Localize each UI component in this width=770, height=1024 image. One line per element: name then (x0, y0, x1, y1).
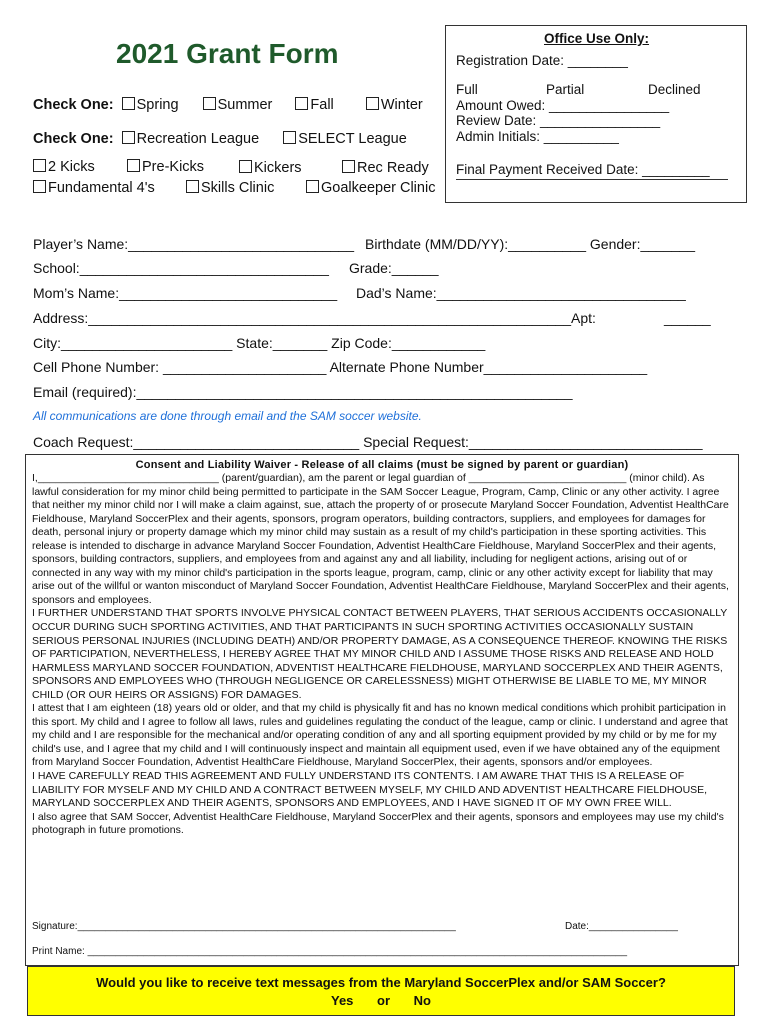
text-message-answers (28, 993, 734, 1008)
program-option-fundamental-4s[interactable]: Fundamental 4's (33, 180, 155, 196)
program-option-2-kicks[interactable]: 2 Kicks (33, 159, 95, 175)
final-payment-date-field[interactable]: Final Payment Received Date: _________ (456, 162, 710, 177)
signature-date-field[interactable]: Date:________________ (565, 921, 678, 932)
amount-owed-field[interactable]: Amount Owed: ________________ (456, 98, 670, 113)
program-option-skills-clinic[interactable]: Skills Clinic (186, 180, 274, 196)
office-use-heading: Office Use Only: (544, 31, 650, 46)
checkbox-icon[interactable] (366, 97, 379, 110)
waiver-paragraph: I also agree that SAM Soccer, Adventist HealthCare Fieldhouse, Maryland SoccerPlex and their agents, sponsors and employees may use my child's photograph in future promotions. (32, 810, 724, 837)
season-check-row (33, 97, 423, 113)
program-option-rec-ready[interactable]: Rec Ready (342, 160, 429, 176)
league-option-recreation[interactable]: Recreation League (122, 131, 260, 147)
office-full-label: Full (456, 82, 478, 97)
admin-initials-field[interactable]: Admin Initials: __________ (456, 129, 619, 144)
waiver-body (32, 472, 732, 838)
league-check-label: Check One: (33, 131, 114, 147)
print-name-field[interactable]: Print Name: _________________________________________________________________________________________________ (32, 946, 628, 957)
school-field[interactable]: School:________________________________ (33, 260, 329, 276)
signature-field[interactable]: Signature:____________________________________________________________________ (32, 921, 456, 932)
office-divider (456, 179, 728, 180)
review-date-field[interactable]: Review Date: ________________ (456, 113, 661, 128)
program-option-kickers[interactable]: Kickers (239, 160, 302, 176)
checkbox-icon[interactable] (33, 180, 46, 193)
checkbox-icon[interactable] (283, 131, 296, 144)
season-option-spring[interactable]: Spring (122, 97, 179, 113)
waiver-heading: Consent and Liability Waiver - Release of all claims (must be signed by parent or guardian) (135, 459, 629, 471)
program-option-pre-kicks[interactable]: Pre-Kicks (127, 159, 204, 175)
email-field[interactable]: Email (required):________________________________________________________ (33, 384, 573, 400)
season-check-label: Check One: (33, 97, 114, 113)
address-field[interactable]: Address:______________________________________________________________Apt: (33, 310, 596, 326)
mom-name-field[interactable]: Mom’s Name:____________________________ (33, 285, 338, 301)
checkbox-icon[interactable] (122, 97, 135, 110)
waiver-paragraph: I HAVE CAREFULLY READ THIS AGREEMENT AND FULLY UNDERSTAND ITS CONTENTS. I AM AWARE THAT THIS IS A RELEASE OF LIABILITY FOR MYSELF AND MY CHILD AND A CONTRACT BETWEEN MYSELF, MY CHILD AND ADVENTIST HEALTHCARE FIELDHOUSE, MARYLAND SOCCERPLEX AND THEIR AGENTS, SPONSORS AND EMPLOYEES, AND I HAVE SIGNED IT OF MY OWN FREE WILL. (32, 770, 708, 810)
office-use-box (445, 25, 747, 203)
liability-waiver-box (25, 454, 739, 966)
no-option[interactable]: No (413, 993, 431, 1008)
season-option-winter[interactable]: Winter (366, 97, 423, 113)
checkbox-icon[interactable] (186, 180, 199, 193)
dad-name-field[interactable]: Dad’s Name:________________________________ (356, 285, 686, 301)
checkbox-icon[interactable] (306, 180, 319, 193)
office-partial-label: Partial (546, 82, 585, 97)
checkbox-icon[interactable] (122, 131, 135, 144)
waiver-paragraph: I,_______________________________ (parent/guardian), am the parent or legal guardian of ___________________________ (minor child). As lawful consideration for my minor child being permitted to participate in the SAM Soccer League, Program, Camp, Clinic or any other activity. I agree that neither my minor child nor I will make a claim against, sue, attach the property of or prosecute Maryland Soccer Foundation, Adventist HealthCare Fieldhouse, Maryland SoccerPlex and their agents, sponsors, program operators, building contractors, suppliers, and employees for damages for death, personal injury or property damage which my minor child may sustain as a result of my child's participation in these sporting activities. This release is intended to discharge in advance Maryland Soccer Foundation, Adventist HealthCare Fieldhouse, Maryland SoccerPlex and their agents, sponsors, building contractors, suppliers, and employees from and against any and all liability, including for negligent actions, arising out of or connected in any way with my minor child's participation in the sports league, program, camp, clinic or any other activity except for liability that may arise out of the willful or wanton misconduct of Maryland Soccer Foundation, Adventist HealthCare Fieldhouse, Maryland SoccerPlex and their agents, sponsors and employees. (32, 472, 729, 606)
birthdate-gender-field[interactable]: Birthdate (MM/DD/YY):__________ Gender:_______ (365, 236, 695, 252)
checkbox-icon[interactable] (33, 159, 46, 172)
city-state-zip-field[interactable]: City:______________________ State:_______ Zip Code:____________ (33, 335, 486, 351)
registration-date-field[interactable]: Registration Date: ________ (456, 53, 628, 68)
season-option-summer[interactable]: Summer (203, 97, 273, 113)
phone-numbers-field[interactable]: Cell Phone Number: _____________________ Alternate Phone Number_____________________ (33, 359, 648, 375)
form-title: 2021 Grant Form (116, 38, 339, 69)
checkbox-icon[interactable] (342, 160, 355, 173)
checkbox-icon[interactable] (239, 160, 252, 173)
checkbox-icon[interactable] (203, 97, 216, 110)
office-declined-label: Declined (648, 82, 701, 97)
league-check-row (33, 131, 407, 147)
program-option-goalkeeper-clinic[interactable]: Goalkeeper Clinic (306, 180, 435, 196)
yes-option[interactable]: Yes (330, 993, 354, 1008)
season-option-fall[interactable]: Fall (295, 97, 333, 113)
communications-note: All communications are done through email and the SAM soccer website. (33, 409, 422, 423)
checkbox-icon[interactable] (295, 97, 308, 110)
apt-field[interactable]: ______ (664, 310, 711, 326)
grade-field[interactable]: Grade:______ (349, 260, 439, 276)
checkbox-icon[interactable] (127, 159, 140, 172)
waiver-paragraph: I FURTHER UNDERSTAND THAT SPORTS INVOLVE PHYSICAL CONTACT BETWEEN PLAYERS, THAT SERIOUS ACCIDENTS OCCASIONALLY OCCUR DURING SUCH SPORTING ACTIVITIES, AND THAT PARTICIPANTS IN SUCH SPORTING ACTIVITIES OCCASIONALLY SUSTAIN SERIOUS PERSONAL INJURIES (INCLUDING DEATH) AND/OR PROPERTY DAMAGE, AS A CONSEQUENCE THEREOF. KNOWING THE RISKS OF PARTICIPATION, NEVERTHELESS, I HEREBY AGREE THAT MY MINOR CHILD AND I ASSUME THOSE RISKS AND RELEASE AND HOLD HARMLESS MARYLAND SOCCER FOUNDATION, ADVENTIST HEALTHCARE FIELDHOUSE, MARYLAND SOCCERPLEX AND THEIR AGENTS, SPONSORS AND EMPLOYEES WHO (THROUGH NEGLIGENCE OR CARELESSNESS) MIGHT OTHERWISE BE LIABLE TO ME, MY MINOR CHILD (OR OUR HEIRS OR ASSIGNS) FOR DAMAGES. (32, 607, 728, 701)
text-message-question: Would you like to receive text messages from the Maryland SoccerPlex and/or SAM Soccer? (96, 975, 666, 990)
waiver-paragraph: I attest that I am eighteen (18) years old or older, and that my child is physically fit and has no known medical conditions which prohibit participation in this sport. My child and I agree to follow all laws, rules and guidelines regulating the conduct of the league, camp or clinic. I understand and agree that my child and I are responsible for the mechanical and/or operating condition of any and all sporting equipment provided by my child or by me for my child's use, and I agree that my child and I will continuously inspect and maintain all equipment used, even if we have obtained any of the equipment from Maryland Soccer Foundation, Adventist HealthCare Fieldhouse, Maryland SoccerPlex, their agents, sponsors and/or employees. (32, 702, 728, 769)
or-label: or (377, 993, 391, 1008)
coach-special-request-field[interactable]: Coach Request:_____________________________ Special Request:______________________________ (33, 434, 703, 450)
league-option-select[interactable]: SELECT League (283, 131, 407, 147)
player-name-field[interactable]: Player’s Name:_____________________________ (33, 236, 354, 252)
text-message-banner (27, 966, 735, 1016)
